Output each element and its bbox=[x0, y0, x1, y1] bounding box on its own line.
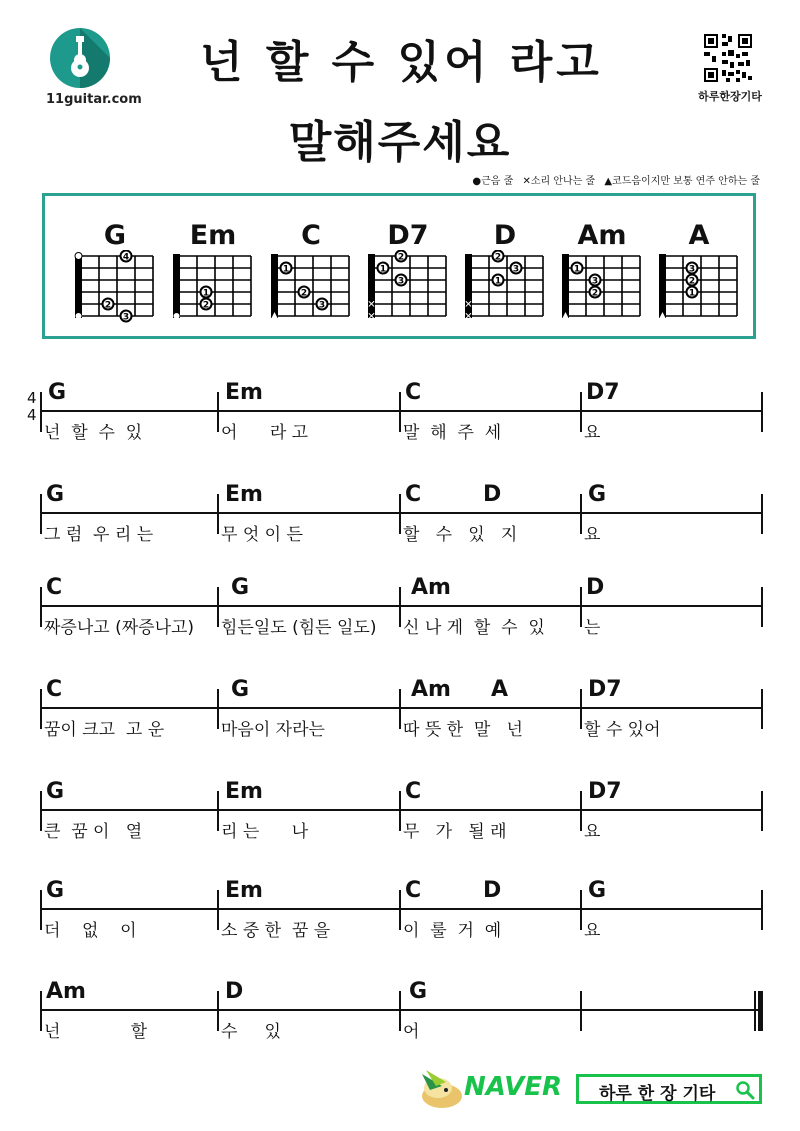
svg-text:3: 3 bbox=[512, 264, 520, 275]
bar-line bbox=[217, 991, 219, 1031]
bar-line bbox=[399, 494, 401, 534]
qr-label: 하루한장기타 bbox=[698, 90, 762, 103]
bar-line bbox=[217, 689, 219, 729]
lyric-text: 짜증나고 (짜증나고) bbox=[44, 618, 195, 638]
staff-line bbox=[40, 908, 762, 910]
chord-symbol: G bbox=[588, 482, 607, 507]
chord-symbol: Am bbox=[411, 575, 451, 600]
chord-name: D7 bbox=[387, 220, 429, 251]
svg-text:4: 4 bbox=[122, 252, 130, 263]
chord-symbol: C bbox=[46, 575, 63, 600]
lyric-text: 할 수 있어 bbox=[584, 720, 661, 740]
chord-symbol: Em bbox=[225, 779, 263, 804]
lyric-text: 마음이 자라는 bbox=[221, 720, 325, 740]
final-bar-line bbox=[754, 991, 756, 1031]
svg-text:✕: ✕ bbox=[464, 299, 473, 311]
svg-text:2: 2 bbox=[591, 288, 599, 299]
chord-symbol: G bbox=[46, 779, 65, 804]
svg-text:2: 2 bbox=[494, 252, 502, 263]
lyric-text: 어 bbox=[403, 1022, 420, 1042]
bar-line bbox=[399, 392, 401, 432]
svg-text:3: 3 bbox=[318, 300, 326, 311]
chord-name: C bbox=[301, 220, 321, 251]
chord-symbol: D7 bbox=[588, 779, 622, 804]
song-line bbox=[0, 977, 800, 1067]
logo-text: 11guitar.com bbox=[46, 92, 142, 107]
bar-line bbox=[761, 890, 763, 930]
bar-line bbox=[217, 494, 219, 534]
chord-name: G bbox=[103, 220, 127, 251]
bar-line bbox=[399, 587, 401, 627]
bar-line bbox=[580, 689, 582, 729]
chord-symbol: G bbox=[46, 482, 65, 507]
bar-line bbox=[580, 890, 582, 930]
chord-symbol: G bbox=[48, 380, 67, 405]
svg-text:1: 1 bbox=[379, 264, 387, 275]
chord-symbol: G bbox=[231, 677, 250, 702]
bar-line bbox=[580, 494, 582, 534]
lyric-text: 신 나 게 할 수 있 bbox=[403, 618, 545, 638]
bar-line bbox=[40, 791, 42, 831]
song-title-line2: 말해주세요 bbox=[288, 117, 512, 168]
legend-optional-string: ▲코드음이지만 보통 연주 안하는 줄 bbox=[604, 176, 760, 187]
lyric-text: 더 없 이 bbox=[44, 921, 137, 941]
lyric-text: 무 엇 이 든 bbox=[221, 525, 303, 545]
lyric-text: 요 bbox=[584, 921, 601, 941]
chord-symbol: C bbox=[405, 482, 422, 507]
lyric-text: 그 럼 우 리 는 bbox=[44, 525, 154, 545]
bar-line bbox=[399, 791, 401, 831]
bar-line bbox=[217, 791, 219, 831]
chord-symbol: D bbox=[586, 575, 605, 600]
footer-naver-search bbox=[416, 1066, 766, 1110]
chord-symbol: Em bbox=[225, 380, 263, 405]
lyric-text: 요 bbox=[584, 822, 601, 842]
lyric-text: 수 있 bbox=[221, 1022, 281, 1042]
lyric-text: 넌 할 수 있 bbox=[44, 423, 143, 443]
chord-symbol: C bbox=[405, 779, 422, 804]
lyric-text: 큰 꿈 이 열 bbox=[44, 822, 143, 842]
song-line bbox=[0, 573, 800, 663]
bar-line bbox=[399, 991, 401, 1031]
song-line bbox=[0, 675, 800, 765]
chord-name: Em bbox=[189, 220, 237, 251]
svg-text:✕: ✕ bbox=[464, 311, 473, 323]
chord-symbol: C bbox=[405, 380, 422, 405]
lyric-text: 할 수 있 지 bbox=[403, 525, 518, 545]
time-signature-top: 4 bbox=[27, 389, 37, 407]
svg-text:2: 2 bbox=[397, 252, 405, 263]
lyric-text: 꿈이 크고 고 운 bbox=[44, 720, 165, 740]
bar-line bbox=[761, 689, 763, 729]
song-title-line1: 넌 할 수 있어 라고 bbox=[200, 37, 603, 88]
lyric-text: 따 뜻 한 말 넌 bbox=[403, 720, 523, 740]
lyric-text: 요 bbox=[584, 423, 601, 443]
lyric-text: 요 bbox=[584, 525, 601, 545]
legend-muted-string: ✕소리 안나는 줄 bbox=[522, 176, 596, 187]
search-query-text: 하루 한 장 기타 bbox=[599, 1084, 716, 1104]
lyric-text: 어 라 고 bbox=[221, 423, 309, 443]
bar-line bbox=[399, 890, 401, 930]
chord-symbol: Am bbox=[46, 979, 86, 1004]
search-icon[interactable] bbox=[735, 1080, 755, 1100]
song-line bbox=[0, 378, 800, 468]
svg-text:3: 3 bbox=[688, 264, 696, 275]
staff-line bbox=[40, 410, 762, 412]
bar-line bbox=[40, 392, 42, 432]
chord-symbol: D bbox=[225, 979, 244, 1004]
svg-text:1: 1 bbox=[282, 264, 290, 275]
chord-symbol: C bbox=[405, 878, 422, 903]
svg-text:1: 1 bbox=[573, 264, 581, 275]
naver-brand: NAVER bbox=[464, 1072, 563, 1102]
bar-line bbox=[580, 587, 582, 627]
bar-line bbox=[761, 392, 763, 432]
svg-text:✕: ✕ bbox=[367, 311, 376, 323]
lyric-text: 무 가 될 래 bbox=[403, 822, 507, 842]
bar-line bbox=[580, 991, 582, 1031]
lyric-text: 는 bbox=[584, 618, 601, 638]
bar-line bbox=[761, 494, 763, 534]
chord-name: Am bbox=[577, 220, 627, 251]
chord-symbol: Em bbox=[225, 482, 263, 507]
bird-mascot-icon bbox=[416, 1066, 466, 1110]
chord-symbol: G bbox=[46, 878, 65, 903]
bar-line bbox=[399, 689, 401, 729]
song-line bbox=[0, 777, 800, 867]
chord-symbol: C bbox=[46, 677, 63, 702]
svg-text:3: 3 bbox=[397, 276, 405, 287]
lyric-text: 소 중 한 꿈 을 bbox=[221, 921, 331, 941]
bar-line bbox=[761, 791, 763, 831]
lyric-text: 말 해 주 세 bbox=[403, 423, 502, 443]
svg-text:2: 2 bbox=[104, 300, 112, 311]
bar-line bbox=[40, 890, 42, 930]
chord-symbol: D bbox=[483, 482, 502, 507]
chord-symbol: Am bbox=[411, 677, 451, 702]
lyric-text: 이 룰 거 예 bbox=[403, 921, 502, 941]
lyric-text: 힘든일도 (힘든 일도) bbox=[221, 618, 377, 638]
chord-symbol: D bbox=[483, 878, 502, 903]
naver-search-box[interactable] bbox=[576, 1074, 762, 1104]
svg-text:2: 2 bbox=[202, 300, 210, 311]
svg-text:✕: ✕ bbox=[367, 299, 376, 311]
bar-line bbox=[40, 494, 42, 534]
chord-symbol: D7 bbox=[586, 380, 620, 405]
svg-text:2: 2 bbox=[300, 288, 308, 299]
bar-line bbox=[217, 890, 219, 930]
svg-text:1: 1 bbox=[688, 288, 696, 299]
svg-text:1: 1 bbox=[202, 288, 210, 299]
bar-line bbox=[217, 392, 219, 432]
staff-line bbox=[40, 707, 762, 709]
svg-text:3: 3 bbox=[591, 276, 599, 287]
svg-text:3: 3 bbox=[122, 312, 130, 323]
chord-symbol: Em bbox=[225, 878, 263, 903]
svg-text:1: 1 bbox=[494, 276, 502, 287]
lyric-text: 리 는 나 bbox=[221, 822, 309, 842]
song-line bbox=[0, 876, 800, 966]
staff-line bbox=[40, 1009, 762, 1011]
final-bar-thick bbox=[758, 991, 763, 1031]
chord-symbol: G bbox=[231, 575, 250, 600]
staff-line bbox=[40, 809, 762, 811]
chord-symbol: A bbox=[491, 677, 509, 702]
bar-line bbox=[40, 991, 42, 1031]
bar-line bbox=[40, 587, 42, 627]
chord-symbol: G bbox=[588, 878, 607, 903]
chord-symbol: G bbox=[409, 979, 428, 1004]
chord-symbol: D7 bbox=[588, 677, 622, 702]
staff-line bbox=[40, 605, 762, 607]
time-signature-bottom: 4 bbox=[27, 406, 37, 424]
svg-text:2: 2 bbox=[688, 276, 696, 287]
lyric-text: 넌 할 bbox=[44, 1022, 148, 1042]
chord-name: D bbox=[493, 220, 517, 251]
bar-line bbox=[40, 689, 42, 729]
bar-line bbox=[761, 587, 763, 627]
bar-line bbox=[580, 791, 582, 831]
chord-name: A bbox=[688, 220, 710, 251]
legend-root-string: ●근음 줄 bbox=[472, 176, 514, 187]
staff-line bbox=[40, 512, 762, 514]
bar-line bbox=[217, 587, 219, 627]
song-line bbox=[0, 480, 800, 570]
bar-line bbox=[580, 392, 582, 432]
